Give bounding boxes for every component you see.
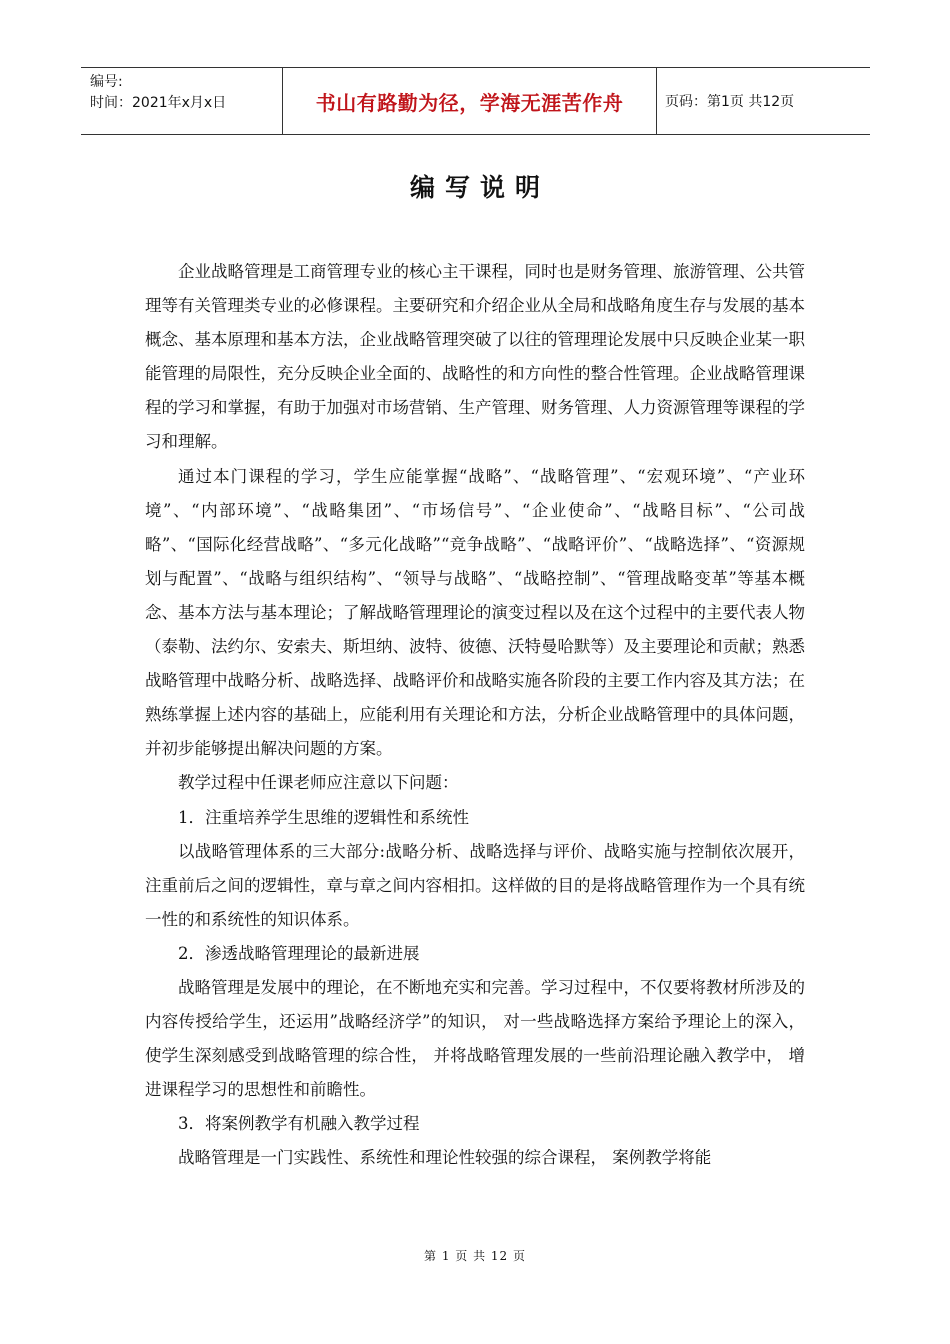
header-page-info: 页码：第1页 共12页	[665, 94, 795, 110]
document-title: 编写说明	[409, 173, 550, 202]
body-paragraph: 通过本门课程的学习，学生应能掌握“战略”、“战略管理”、“宏观环境”、“产业环境”、“内部环境”、“战略集团”、“市场信号”、“企业使命”、“战略目标”、“公司战略”、“国际化经营战略”、“多元化战略”“竞争战略”、“战略评价”、“战略选择”、“资源规划与配置”、“战略与组织结构”、“领导与战略”、“战略控制”、“管理战略变革”等基本概念、基本方法与基本理论；了解战略管理理论的演变过程以及在这个过程中的主要代表人物（泰勒、法约尔、安索夫、斯坦纳、波特、彼德、沃特曼哈默等）及主要理论和贡献；熟悉战略管理中战略分析、战略选择、战略评价和战略实施各阶段的主要工作内容及其方法；在熟练掌握上述内容的基础上，应能利用有关理论和方法，分析企业战略管理中的具体问题，并初步能够提出解决问题的方案。	[145, 466, 805, 759]
body-paragraph: 战略管理是一门实践性、系统性和理论性较强的综合课程， 案例教学将能	[178, 1148, 712, 1168]
document-date: 时间：2021年x月x日	[90, 95, 227, 111]
header-meta	[81, 68, 282, 134]
section-heading: 3．将案例教学有机融入教学过程	[178, 1114, 420, 1134]
body-paragraph: 教学过程中任课老师应注意以下问题：	[178, 773, 459, 793]
page-footer: 第 1 页 共 12 页	[424, 1249, 526, 1263]
body-paragraph: 企业战略管理是工商管理专业的核心主干课程，同时也是财务管理、旅游管理、公共管理等有关管理类专业的必修课程。主要研究和介绍企业从全局和战略角度生存与发展的基本概念、基本原理和基本方法，企业战略管理突破了以往的管理理论发展中只反映企业某一职能管理的局限性，充分反映企业全面的、战略性的和方向性的整合性管理。企业战略管理课程的学习和掌握，有助于加强对市场营销、生产管理、财务管理、人力资源管理等课程的学习和理解。	[145, 262, 805, 452]
body-paragraph: 战略管理是发展中的理论，在不断地充实和完善。学习过程中，不仅要将教材所涉及的内容传授给学生，还运用”战略经济学”的知识， 对一些战略选择方案给予理论上的深入，使学生深刻感受到战略管理的综合性， 并将战略管理发展的一些前沿理论融入教学中， 增进课程学习的思想性和前瞻性。	[145, 977, 805, 1100]
page-header	[81, 67, 870, 135]
document-number-label: 编号:	[90, 74, 123, 90]
section-heading: 2．渗透战略管理理论的最新进展	[178, 943, 420, 963]
body-paragraph: 以战略管理体系的三大部分:战略分析、战略选择与评价、战略实施与控制依次展开，注重前后之间的逻辑性，章与章之间内容相扣。这样做的目的是将战略管理作为一个具有统一性的和系统性的知识体系。	[145, 841, 805, 929]
header-motto: 书山有路勤为径，学海无涯苦作舟	[282, 68, 657, 134]
document-body	[145, 255, 805, 1176]
section-heading: 1．注重培养学生思维的逻辑性和系统性	[178, 807, 469, 827]
